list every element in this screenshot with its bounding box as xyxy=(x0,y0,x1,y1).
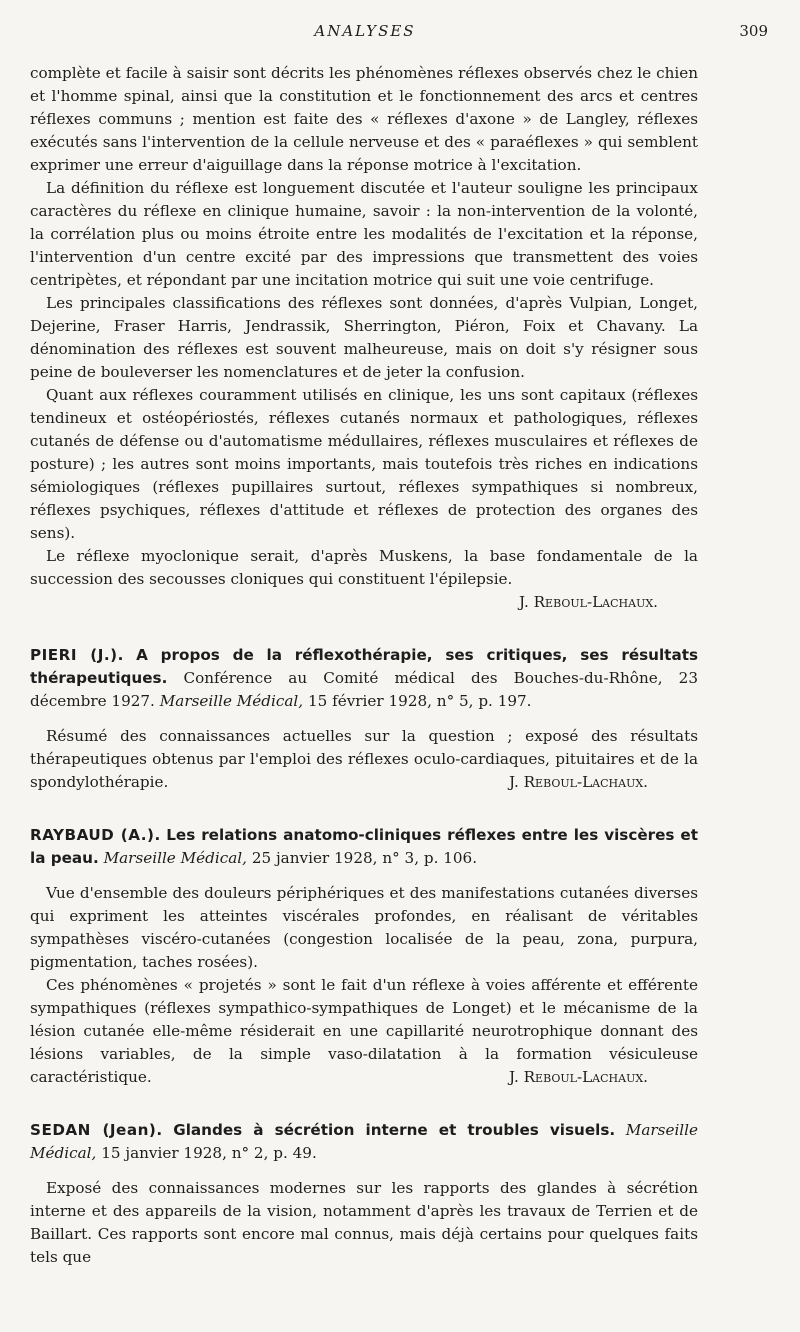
signature: J. Reboul-Lachaux. xyxy=(509,1068,648,1086)
paragraph: La définition du réflexe est longuement discutée et l'auteur souligne les principaux caractères du réflexe en clinique humaine, savoir : la non-intervention de la volonté, la corrélation plus ou moins étroite entre les modalités de l'excitation et la réponse, l'intervention d'un centre excité par des impressions que transmettent des voies centripètes, et répondant par une incitation motrice qui suit une voie centrifuge. xyxy=(30,179,698,289)
paragraph xyxy=(30,725,698,794)
entry-raybaud xyxy=(30,824,698,1089)
entry-heading xyxy=(30,1119,698,1165)
entry-citation: 25 janvier 1928, n° 3, p. 106. xyxy=(251,849,478,867)
paragraph: Exposé des connaissances modernes sur les rapports des glandes à sécrétion interne et des appareils de la vision, notamment d'après les travaux de Terrien et de Baillart. Ces rapports sont encore mal connus, mais déjà certains pour quelques faits tels que xyxy=(30,1179,698,1266)
paragraph-text: Ces phénomènes « projetés » sont le fait d'un réflexe à voies afférente et efférente sympathiques (réflexes sympathico-sympathiques de Longet) et le mécanisme de la lésion cutanée elle-même résiderait en une capillarité neurotrophique donnant des lésions variables, de la simple vaso-dilatation à la formation vésiculeuse caractéristique. xyxy=(30,976,698,1086)
entry-citation: 15 février 1928, n° 5, p. 197. xyxy=(307,692,532,710)
entry-journal: Marseille Médical, xyxy=(159,692,304,710)
paragraph xyxy=(30,974,698,1089)
signature: J. Reboul-Lachaux. xyxy=(519,593,658,611)
paragraph: Vue d'ensemble des douleurs périphériques et des manifestations cutanées diverses qui expriment les atteintes viscérales profondes, en réalisant de véritables sympathèses viscéro-cutanées (congestion localisée de la peau, zona, purpura, pigmentation, taches rosées). xyxy=(30,884,698,971)
entry-citation: 15 janvier 1928, n° 2, p. 49. xyxy=(101,1144,317,1162)
running-title: ANALYSES xyxy=(314,22,416,40)
paragraph: Le réflexe myoclonique serait, d'après Muskens, la base fondamentale de la succession des secousses cloniques qui constituent l'épilepsie. xyxy=(30,547,698,588)
signature: J. Reboul-Lachaux. xyxy=(509,773,648,791)
entry-journal: Marseille Médical, xyxy=(103,849,247,867)
entry-sedan xyxy=(30,1119,698,1269)
page-body xyxy=(30,62,698,1269)
paragraph: complète et facile à saisir sont décrits les phénomènes réflexes observés chez le chien et l'homme spinal, ainsi que la constitution et le fonctionnement des arcs et centres réflexes communs ; mention est faite des « réflexes d'axone » de Langley, réflexes exécutés sans l'intervention de la cellule nerveuse et des « paraéflexes » qui semblent exprimer une erreur d'aiguillage dans la réponse motrice à l'excitation. xyxy=(30,64,698,174)
entry-heading xyxy=(30,644,698,713)
paragraph: Les principales classifications des réflexes sont données, d'après Vulpian, Longet, Dejerine, Fraser Harris, Jendrassik, Sherrington, Piéron, Foix et Chavany. La dénomination des réflexes est souvent malheureuse, mais on doit s'y résigner sous peine de bouleverser les nomenclatures et de jeter la confusion. xyxy=(30,294,698,381)
entry-pieri xyxy=(30,644,698,794)
entry-title: Glandes à sécrétion interne et troubles visuels. xyxy=(173,1121,616,1139)
entry-title: A propos de la réflexothérapie, ses critiques, ses résultats thérapeutiques. xyxy=(30,646,698,687)
entry-author: RAYBAUD (A.). xyxy=(30,826,161,844)
entry-author: PIERI (J.). xyxy=(30,646,124,664)
page-number: 309 xyxy=(739,22,768,40)
entry-heading xyxy=(30,824,698,870)
entry-summary: Résumé des connaissances actuelles sur la question ; exposé des résultats thérapeutiques obtenus par l'emploi des réflexes oculo-cardiaques, pituitaires et de la spondylothérapie. xyxy=(30,727,698,791)
entry-continued xyxy=(30,62,698,614)
entry-journal: Marseille Médical, xyxy=(30,1121,699,1162)
page-header xyxy=(30,22,768,48)
paragraph: Quant aux réflexes couramment utilisés en clinique, les uns sont capitaux (réflexes tendineux et ostéopériostés, réflexes cutanés normaux et pathologiques, réflexes cutanés de défense ou d'automatisme médullaires, réflexes musculaires et réflexes de posture) ; les autres sont moins importants, mais toutefois très riches en indications sémiologiques (réflexes pupillaires surtout, réflexes sympathiques si nombreux, réflexes psychiques, réflexes d'attitude et réflexes de protection des organes des sens). xyxy=(30,386,698,542)
entry-title: Les relations anatomo-cliniques réflexes entre les viscères et la peau. xyxy=(30,826,698,867)
entry-author: SEDAN (Jean). xyxy=(30,1121,163,1139)
entry-citation: Conférence au Comité médical des Bouches-du-Rhône, 23 décembre 1927. xyxy=(30,669,698,710)
